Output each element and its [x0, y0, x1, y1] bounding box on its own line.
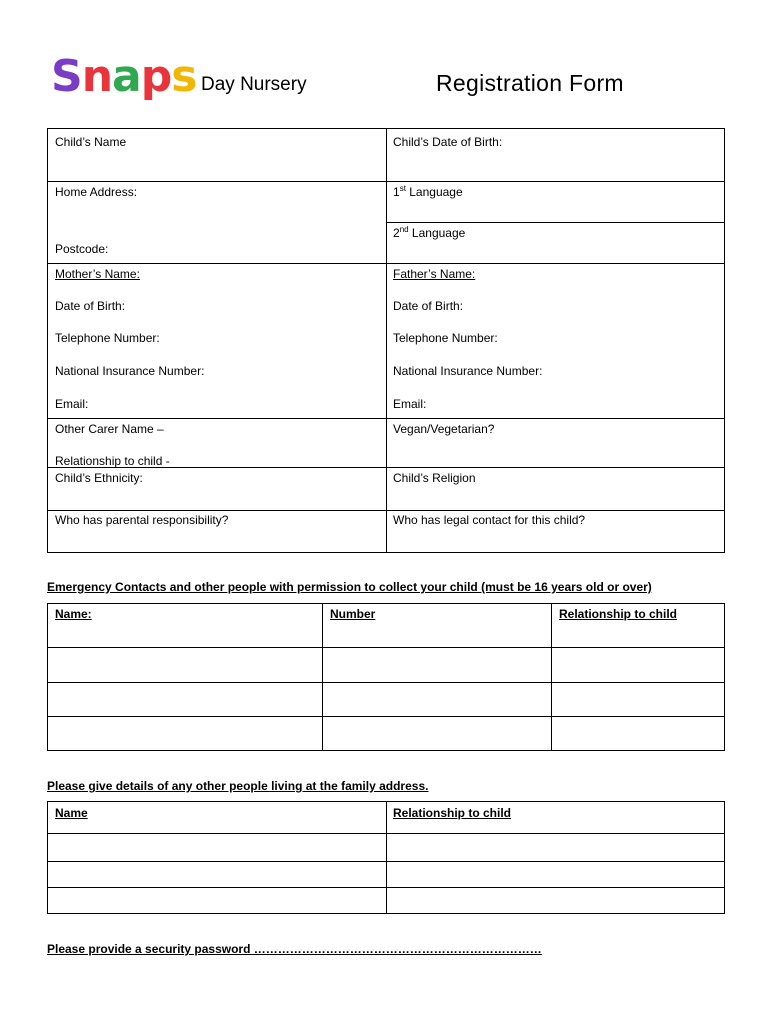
household-col-relationship: Relationship to child [393, 806, 512, 820]
first-language-label [393, 185, 463, 199]
col-line [322, 603, 323, 751]
mother-dob-label: Date of Birth: [55, 299, 126, 313]
mothers-name-label: Mother’s Name: [55, 267, 140, 281]
father-dob-label: Date of Birth: [393, 299, 464, 313]
emergency-col-relationship: Relationship to child [559, 607, 678, 621]
first-language-text: Language [405, 185, 463, 199]
row-line [47, 833, 725, 834]
row-line [47, 263, 725, 264]
household-col-name: Name [55, 806, 88, 820]
row-line [386, 222, 725, 223]
row-line [47, 647, 725, 648]
logo-letter-a: a [112, 51, 141, 102]
emergency-col-number: Number [330, 607, 376, 621]
details-table-divider [386, 128, 387, 553]
second-language-text: Language [408, 226, 466, 240]
childs-ethnicity-label: Child’s Ethnicity: [55, 471, 143, 485]
second-language-label [393, 226, 465, 240]
logo-letter-s: S [51, 51, 82, 102]
legal-contact-label: Who has legal contact for this child? [393, 513, 586, 527]
logo-letter-s2: s [171, 51, 197, 102]
row-line [47, 510, 725, 511]
row-line [47, 716, 725, 717]
snaps-logo [51, 51, 197, 102]
other-carer-label: Other Carer Name – [55, 422, 164, 436]
first-language-num: 1 [393, 185, 400, 199]
row-line [47, 682, 725, 683]
nursery-tagline: Day Nursery [201, 74, 307, 95]
security-password-prompt: Please provide a security password ……………………………………………………………… [47, 942, 542, 956]
postcode-label: Postcode: [55, 242, 109, 256]
childs-dob-label: Child’s Date of Birth: [393, 135, 503, 149]
home-address-label: Home Address: [55, 185, 138, 199]
childs-name-label: Child’s Name [55, 135, 127, 149]
emergency-table [47, 603, 725, 751]
row-line [47, 887, 725, 888]
logo-letter-p: p [140, 51, 172, 102]
second-language-num: 2 [393, 226, 400, 240]
household-heading: Please give details of any other people living at the family address. [47, 779, 429, 793]
emergency-heading: Emergency Contacts and other people with permission to collect your child (must be 16 years old or over) [47, 580, 652, 594]
mother-ni-label: National Insurance Number: [55, 364, 205, 378]
form-title: Registration Form [436, 70, 624, 96]
col-line [551, 603, 552, 751]
mother-phone-label: Telephone Number: [55, 331, 160, 345]
first-language-sup: st [399, 184, 406, 193]
row-line [47, 181, 725, 182]
row-line [47, 418, 725, 419]
father-email-label: Email: [393, 397, 427, 411]
emergency-col-name: Name: [55, 607, 92, 621]
parental-responsibility-label: Who has parental responsibility? [55, 513, 229, 527]
father-phone-label: Telephone Number: [393, 331, 498, 345]
fathers-name-label: Father’s Name: [393, 267, 476, 281]
mother-email-label: Email: [55, 397, 89, 411]
second-language-sup: nd [399, 225, 409, 234]
col-line [386, 801, 387, 914]
logo-letter-n: n [81, 51, 113, 102]
vegan-vegetarian-label: Vegan/Vegetarian? [393, 422, 495, 436]
childs-religion-label: Child’s Religion [393, 471, 476, 485]
father-ni-label: National Insurance Number: [393, 364, 543, 378]
row-line [47, 861, 725, 862]
relationship-to-child-label: Relationship to child - [55, 454, 170, 468]
